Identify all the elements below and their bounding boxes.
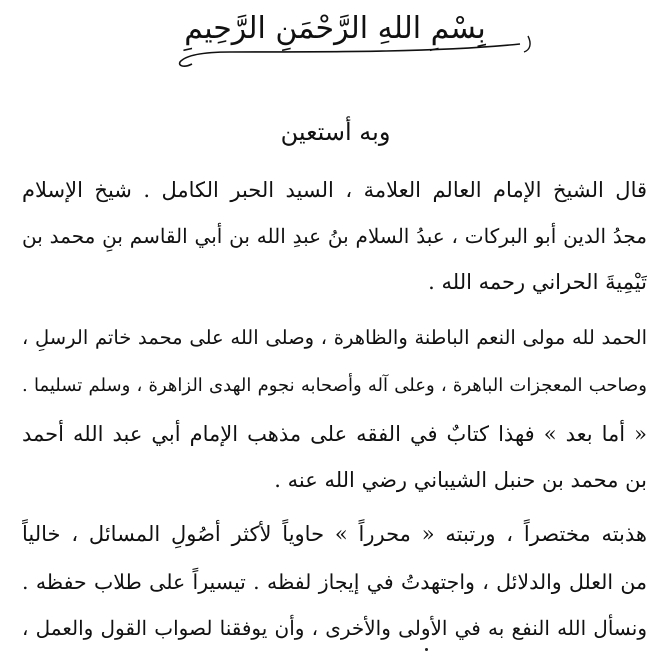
text-line: تَيْمِيةَ الحراني رحمه الله .	[428, 270, 647, 294]
decorative-dot	[425, 648, 428, 651]
basmala-underline-flourish	[80, 0, 590, 80]
text-line: بن محمد بن حنبل الشيباني رضي الله عنه .	[274, 468, 647, 492]
text-line: ونسأل الله النفع به في الأولى والأخرى ، وأن يوفقنا لصواب القول والعمل ،	[22, 616, 647, 640]
text-line: « أما بعد » فهذا كتابٌ في الفقه على مذهب الإمام أبي عبد الله أحمد	[22, 422, 647, 446]
text-line: الحمد لله مولى النعم الباطنة والظاهرة ، وصلى الله على محمد خاتم الرسلِ ،	[22, 326, 647, 349]
subtitle: وبه أستعين	[280, 118, 391, 146]
basmala-header	[80, 0, 590, 80]
text-line: قال الشيخ الإمام العالم العلامة ، السيد الحبر الكامل . شيخ الإسلام	[22, 178, 647, 202]
text-line: هذبته مختصراً ، ورتبته « محرراً » حاوياً لأكثر أصُولِ المسائل ، خالياً	[22, 522, 647, 546]
text-line: مجدُ الدين أبو البركات ، عبدُ السلام بنُ عبدِ الله بن أبي القاسم بنِ محمد بن	[22, 224, 647, 248]
text-line: وصاحب المعجزات الباهرة ، وعلى آله وأصحابه نجوم الهدى الزاهرة ، وسلم تسليما .	[22, 375, 647, 396]
basmala-text: بِسْمِ اللهِ الرَّحْمَنِ الرَّحِيمِ	[184, 11, 486, 46]
text-line: من العلل والدلائل ، واجتهدتُ في إيجاز لفظه . تيسيراً على طلاب حفظه .	[22, 570, 647, 594]
